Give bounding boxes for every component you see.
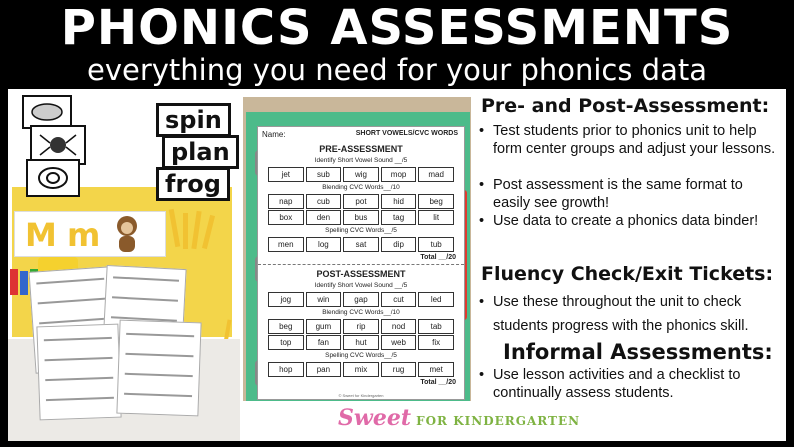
worksheet-credit: © Sweet for Kindergarten <box>338 393 384 398</box>
word-cell: jog <box>268 292 304 307</box>
pre-blending-row <box>268 194 454 209</box>
fluency-heading: Fluency Check/Exit Tickets: <box>481 263 774 285</box>
pencil-icon <box>183 213 188 249</box>
bullet-item: • Use data to create a phonics data binder! <box>479 213 759 229</box>
word-cell: mop <box>381 167 417 182</box>
post-blending-row <box>268 335 454 350</box>
post-identify-row <box>268 292 454 307</box>
pre-total: Total __/20 <box>420 254 456 261</box>
letter-lower: m <box>67 216 101 254</box>
logo-sweet: Sweet <box>338 405 411 431</box>
bullet-dot-icon: • <box>479 123 485 139</box>
logo-for-kindergarten: FOR KINDERGARTEN <box>416 414 581 428</box>
word-cell: pot <box>343 194 379 209</box>
word-cell: sub <box>306 167 342 182</box>
word-cell: mad <box>418 167 454 182</box>
bullet-item: • Use lesson activities and a checklist to continually assess students. <box>479 367 741 401</box>
word-cell: log <box>306 237 342 252</box>
post-identify-label: Identify Short Vowel Sound __/5 <box>314 282 408 289</box>
word-cell: fix <box>418 335 454 350</box>
word-cell: sat <box>343 237 379 252</box>
bullet-dot-icon: • <box>479 294 485 310</box>
word-cell: den <box>306 210 342 225</box>
word-cell: gum <box>306 319 342 334</box>
pre-spelling-row <box>268 237 454 252</box>
word-cell: beg <box>418 194 454 209</box>
word-cell: rip <box>343 319 379 334</box>
post-assessment-title: POST-ASSESSMENT <box>316 269 406 279</box>
pre-blending-label: Blending CVC Words__/10 <box>322 184 400 191</box>
description-column <box>477 89 786 441</box>
post-blending-label: Blending CVC Words__/10 <box>322 309 400 316</box>
word-cell: lit <box>418 210 454 225</box>
pre-post-heading: Pre- and Post-Assessment: <box>481 95 770 117</box>
word-cell: mix <box>343 362 379 377</box>
word-cell: rug <box>381 362 417 377</box>
divider <box>258 264 464 267</box>
exit-ticket-sheet <box>36 324 121 421</box>
word-cell: bus <box>343 210 379 225</box>
post-spelling-row <box>268 362 454 377</box>
page-subtitle: everything you need for your phonics data <box>86 53 708 87</box>
word-cell: nap <box>268 194 304 209</box>
pre-spelling-label: Spelling CVC Words__/5 <box>325 227 397 234</box>
bullet-dot-icon: • <box>479 367 485 383</box>
word-cell: tab <box>418 319 454 334</box>
word-cell: hut <box>343 335 379 350</box>
word-cell: fan <box>306 335 342 350</box>
informal-heading: Informal Assessments: <box>503 340 773 364</box>
bullet-item: • Use these throughout the unit to check students progress with the phonics skill. <box>479 290 779 338</box>
word-cell: gap <box>343 292 379 307</box>
photo-collage <box>8 89 240 441</box>
pre-identify-label: Identify Short Vowel Sound __/5 <box>314 157 408 164</box>
pre-assessment-title: PRE-ASSESSMENT <box>319 144 403 154</box>
word-cell: beg <box>268 319 304 334</box>
brand-logo <box>338 405 580 431</box>
header-banner <box>0 0 794 88</box>
picture-card-pretzel <box>26 159 80 197</box>
worksheet-header: SHORT VOWELS/CVC WORDS <box>355 130 458 137</box>
word-cell: jet <box>268 167 304 182</box>
exit-ticket-sheet <box>116 320 201 417</box>
word-cell: hop <box>268 362 304 377</box>
word-cell: web <box>381 335 417 350</box>
word-cell: wig <box>343 167 379 182</box>
post-spelling-label: Spelling CVC Words__/5 <box>325 352 397 359</box>
picture-card-leaf <box>22 95 72 129</box>
word-cell: led <box>418 292 454 307</box>
pre-blending-row <box>268 210 454 225</box>
word-cell: dip <box>381 237 417 252</box>
word-cell: cut <box>381 292 417 307</box>
bullet-item: • Post assessment is the same format to easily see growth! <box>479 177 743 211</box>
word-cell: win <box>306 292 342 307</box>
word-cell: top <box>268 335 304 350</box>
word-cell: tub <box>418 237 454 252</box>
letter-upper: M <box>25 216 57 254</box>
word-cell: pan <box>306 362 342 377</box>
bullet-dot-icon: • <box>479 213 485 229</box>
word-card-plan: plan <box>162 135 239 169</box>
word-cell: nod <box>381 319 417 334</box>
name-label: Name: <box>262 130 286 139</box>
assessment-worksheet <box>257 126 465 400</box>
post-blending-row <box>268 319 454 334</box>
monkey-icon <box>107 212 147 256</box>
word-cell: men <box>268 237 304 252</box>
letter-mat <box>14 211 166 257</box>
bullet-dot-icon: • <box>479 177 485 193</box>
word-cell: hid <box>381 194 417 209</box>
pre-identify-row <box>268 167 454 182</box>
word-cell: cub <box>306 194 342 209</box>
bullet-item: • Test students prior to phonics unit to help form center groups and adjust your lessons. <box>479 123 776 157</box>
word-cell: tag <box>381 210 417 225</box>
word-cell: met <box>418 362 454 377</box>
post-total: Total __/20 <box>420 379 456 386</box>
word-cell: box <box>268 210 304 225</box>
page-title: PHONICS ASSESSMENTS <box>60 0 734 56</box>
word-card-spin: spin <box>156 103 231 137</box>
word-card-frog: frog <box>156 167 230 201</box>
